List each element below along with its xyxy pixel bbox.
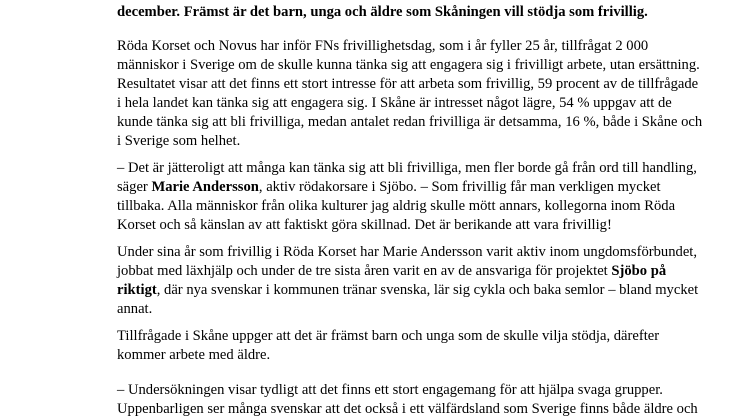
project-name: riktigt <box>117 282 157 298</box>
paragraph-line: Tillfrågade i Skåne uppger att det är främst barn och unga som de skulle vilja stödja, därefter <box>117 328 660 344</box>
paragraph-line: Korset och så känslan av att faktiskt göra skillnad. Det är berikande att vara frivillig! <box>117 217 612 233</box>
paragraph-line: i Sverige som helhet. <box>117 133 241 149</box>
paragraph-line: kunde tänka sig att bli frivilliga, medan antalet redan frivilliga är detsamma, 16 %, både i Skåne och <box>117 114 703 130</box>
paragraph-line: Uppenbarligen ser många svenskar att det också i ett välfärdsland som Sverige finns både äldre och <box>117 401 698 417</box>
paragraph-line: Resultatet visar att det finns ett stort intresse för att arbeta som frivillig, 59 procent av de tillfrågade <box>117 76 699 92</box>
paragraph-line: kommer arbete med äldre. <box>117 347 271 363</box>
text-run: , aktiv rödakorsare i Sjöbo. – Som frivillig får man verkligen mycket <box>258 179 661 195</box>
text-run: säger <box>117 179 152 195</box>
paragraph-line <box>117 280 698 300</box>
paragraph-line: – Undersökningen visar tydligt att det finns ett stort engagemang för att hjälpa svaga grupper. <box>117 382 663 398</box>
text-run: jobbat med läxhjälp och under de tre sista åren varit en av de ansvariga för projektet <box>117 263 612 279</box>
paragraph-line: – Det är jätteroligt att många kan tänka sig att bli frivilliga, men fler borde gå från ord till handling, <box>117 160 697 176</box>
text-run: , där nya svenskar i kommunen tränar svenska, lär sig cykla och baka semlor – bland mycket <box>156 282 699 298</box>
paragraph-line: tillbaka. Alla människor från olika kulturer jag aldrig skulle mött annars, kollegorna inom Röda <box>117 198 676 214</box>
paragraph-line: i hela landet kan tänka sig att engagera sig. I Skåne är intresset något lägre, 54 % uppgav att de <box>117 95 672 111</box>
paragraph-line: människor i Sverige om de skulle kunna tänka sig att engagera sig i frivilligt arbete, utan ersättning. <box>117 57 700 73</box>
paragraph-line: Under sina år som frivillig i Röda Korset har Marie Andersson varit aktiv inom ungdomsförbundet, <box>117 244 697 260</box>
paragraph-line <box>117 261 666 281</box>
person-name: Marie Andersson <box>151 179 259 195</box>
project-name: Sjöbo på <box>611 263 667 279</box>
paragraph-line: annat. <box>117 301 153 317</box>
lead-text: december. Främst är det barn, unga och äldre som Skåningen vill stödja som frivillig. <box>117 4 648 20</box>
paragraph-line <box>117 177 661 197</box>
paragraph-line: Röda Korset och Novus har inför FNs frivillighetsdag, som i år fyller 25 år, tillfrågat 2 000 <box>117 38 649 54</box>
